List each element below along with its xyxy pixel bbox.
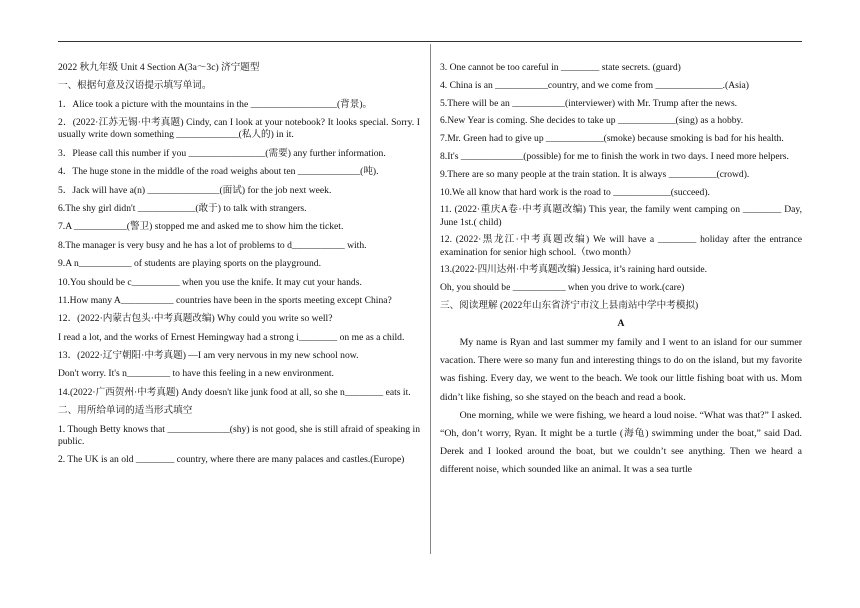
question: 2．(2022·江苏无锡·中考真题) Cindy, can I look at your notebook? It looks special. Sorry. I usually write down something _____________(私人的) in it.	[58, 117, 420, 141]
left-column	[58, 62, 420, 473]
question: 11.How many A___________ countries have been in the sports meeting except China?	[58, 294, 392, 306]
question: 13.(2022·四川达州·中考真题改编) Jessica, it’s raining hard outside.	[440, 264, 707, 276]
passage-paragraph: My name is Ryan and last summer my family and I went to an island for our summer vacation. There were so many fun and interesting things to do on the island, but my favorite was fishing. Every day, we went to the beach. We took our little fishing boat with us. Mom didn’t like fishing, so she stayed on the beach and read a book.	[440, 336, 802, 403]
question: I read a lot, and the works of Ernest Hemingway had a strong i________ on me as a child.	[58, 331, 405, 343]
section-heading-1: 一、根据句意及汉语提示填写单词。	[58, 80, 212, 92]
passage-paragraph: One morning, while we were fishing, we heard a loud noise. “What was that?” I asked. “Oh, don’t worry, Ryan. It might be a turtle (海龟) swimming under the boat,” said Dad. Derek and I looked around the boat, but we couldn’t see anything. Then we heard a different noise, which sounded like an animal. It was a sea turtle	[440, 409, 802, 476]
question: 12．(2022·内蒙古包头·中考真题改编) Why could you write so well?	[58, 313, 333, 325]
question: 10.We all know that hard work is the road to ____________(succeed).	[440, 186, 710, 198]
question: 9.There are so many people at the train station. It is always __________(crowd).	[440, 168, 750, 180]
question: 5.There will be an ___________(interviewer) with Mr. Trump after the news.	[440, 97, 738, 109]
top-rule	[58, 41, 802, 42]
question: 7.Mr. Green had to give up ____________(smoke) because smoking is bad for his health.	[440, 133, 784, 145]
question: 1. Though Betty knows that _____________(shy) is not good, she is still afraid of speaking in public.	[58, 423, 420, 447]
question: 7.A ___________(警卫) stopped me and asked me to show him the ticket.	[58, 221, 344, 233]
question: 1．Alice took a picture with the mountains in the __________________(背景)。	[58, 98, 373, 110]
question: 12. (2022·黑龙江·中考真题改编) We will have a ________ holiday after the entrance examination for senior high school.（two month）	[440, 234, 802, 258]
right-column	[440, 62, 802, 480]
question: 9.A n___________ of students are playing sports on the playground.	[58, 258, 321, 270]
passage-title: A	[617, 317, 625, 329]
question: 4．The huge stone in the middle of the road weighs about ten _____________(吨).	[58, 166, 379, 178]
question: 6.The shy girl didn't ____________(敢于) to talk with strangers.	[58, 202, 307, 214]
question: 11. (2022·重庆A卷·中考真题改编) This year, the family went camping on ________ Day, June 1st.( child)	[440, 204, 802, 228]
question: 6.New Year is coming. She decides to take up ____________(sing) as a hobby.	[440, 115, 744, 127]
question: Oh, you should be ___________ when you drive to work.(care)	[440, 282, 685, 294]
question: 13．(2022·辽宁朝阳·中考真题) —I am very nervous in my new school now.	[58, 350, 359, 362]
section-heading-3: 三、阅读理解 (2022年山东省济宁市汶上县南站中学中考模拟)	[440, 299, 699, 311]
column-divider	[430, 44, 431, 554]
question: 5．Jack will have a(n) _______________(面试) for the job next week.	[58, 184, 332, 196]
section-heading-2: 二、用所给单词的适当形式填空	[58, 405, 193, 417]
question: 8.The manager is very busy and he has a lot of problems to d___________ with.	[58, 239, 367, 251]
worksheet-title: 2022 秋九年级 Unit 4 Section A(3a～3c) 济宁题型	[58, 62, 260, 73]
question: 3. One cannot be too careful in ________ state secrets. (guard)	[440, 62, 681, 73]
question: 8.It's _____________(possible) for me to finish the work in two days. I need more helpers.	[440, 150, 789, 162]
question: 2. The UK is an old ________ country, where there are many palaces and castles.(Europe)	[58, 454, 405, 466]
question: 4. China is an ___________country, and we come from ______________.(Asia)	[440, 79, 749, 91]
question: 3．Please call this number if you ________________(需要) any further information.	[58, 147, 386, 159]
question: 14.(2022·广西贺州·中考真题) Andy doesn't like junk food at all, so she n________ eats it.	[58, 386, 411, 398]
question: 10.You should be c__________ when you use the knife. It may cut your hands.	[58, 276, 362, 288]
question: Don't worry. It's n_________ to have this feeling in a new environment.	[58, 368, 334, 380]
